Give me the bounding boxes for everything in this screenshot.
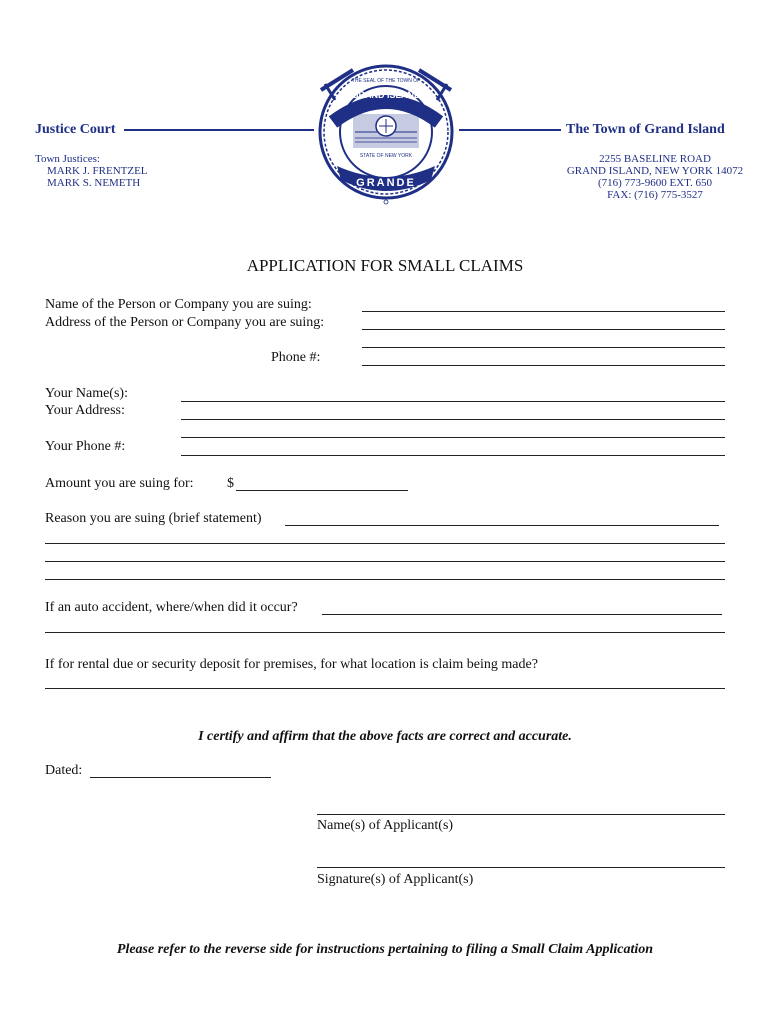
applicant-signature-field[interactable] bbox=[317, 867, 725, 868]
defendant-address-label: Address of the Person or Company you are suing: bbox=[45, 315, 325, 330]
amount-field[interactable] bbox=[236, 490, 408, 491]
town-seal-logo bbox=[313, 62, 459, 208]
justices-label: Town Justices: bbox=[35, 153, 100, 165]
defendant-address-field-2[interactable] bbox=[362, 347, 725, 348]
form-title: APPLICATION FOR SMALL CLAIMS bbox=[246, 256, 524, 275]
header-rule-right bbox=[459, 129, 561, 131]
your-names-field[interactable] bbox=[181, 401, 725, 402]
amount-currency: $ bbox=[227, 476, 234, 491]
certification-statement: I certify and affirm that the above facts are correct and accurate. bbox=[198, 729, 572, 744]
seal-top-text: GRAND ISLAND bbox=[351, 90, 421, 100]
your-address-field[interactable] bbox=[181, 419, 725, 420]
dated-field[interactable] bbox=[90, 777, 271, 778]
reason-field[interactable] bbox=[285, 525, 719, 526]
footer-note: Please refer to the reverse side for instructions pertaining to filing a Small Claim Application bbox=[116, 942, 654, 957]
address-line: (716) 773-9600 EXT. 650 bbox=[597, 177, 713, 189]
your-phone-field[interactable] bbox=[181, 455, 725, 456]
defendant-name-label: Name of the Person or Company you are suing: bbox=[45, 297, 312, 312]
dated-label: Dated: bbox=[45, 763, 83, 778]
applicant-name-field[interactable] bbox=[317, 814, 725, 815]
town-name: The Town of Grand Island bbox=[566, 122, 725, 137]
your-phone-label: Your Phone #: bbox=[45, 439, 126, 454]
justices-block bbox=[35, 153, 148, 189]
justice-name: MARK J. FRENTZEL bbox=[47, 165, 148, 177]
seal-bottom-text: GRANDE bbox=[356, 177, 416, 189]
seal-inner-text: STATE OF NEW YORK bbox=[359, 153, 413, 159]
applicant-signature-label: Signature(s) of Applicant(s) bbox=[317, 872, 474, 887]
address-line: GRAND ISLAND, NEW YORK 14072 bbox=[566, 165, 744, 177]
auto-accident-label: If an auto accident, where/when did it occur? bbox=[45, 600, 298, 615]
court-address bbox=[560, 153, 750, 201]
defendant-phone-field[interactable] bbox=[362, 365, 725, 366]
reason-field-2[interactable] bbox=[45, 543, 725, 544]
defendant-name-field[interactable] bbox=[362, 311, 725, 312]
rental-label: If for rental due or security deposit for premises, for what location is claim being made? bbox=[45, 657, 538, 672]
reason-field-4[interactable] bbox=[45, 579, 725, 580]
applicant-name-label: Name(s) of Applicant(s) bbox=[317, 818, 454, 833]
header-rule-left bbox=[124, 129, 314, 131]
your-address-field-2[interactable] bbox=[181, 437, 725, 438]
address-line: 2255 BASELINE ROAD bbox=[599, 153, 711, 165]
rental-location-field[interactable] bbox=[45, 688, 725, 689]
defendant-phone-label: Phone #: bbox=[271, 350, 321, 365]
your-address-label: Your Address: bbox=[45, 403, 125, 418]
your-names-label: Your Name(s): bbox=[45, 386, 128, 401]
justice-name: MARK S. NEMETH bbox=[47, 177, 141, 189]
seal-outer-text: THE SEAL OF THE TOWN OF bbox=[351, 78, 421, 84]
amount-label: Amount you are suing for: bbox=[45, 476, 194, 491]
reason-label: Reason you are suing (brief statement) bbox=[45, 511, 262, 526]
court-name: Justice Court bbox=[35, 122, 116, 137]
address-line: FAX: (716) 775-3527 bbox=[607, 189, 703, 201]
defendant-address-field[interactable] bbox=[362, 329, 725, 330]
reason-field-3[interactable] bbox=[45, 561, 725, 562]
auto-accident-field[interactable] bbox=[322, 614, 722, 615]
auto-accident-field-2[interactable] bbox=[45, 632, 725, 633]
